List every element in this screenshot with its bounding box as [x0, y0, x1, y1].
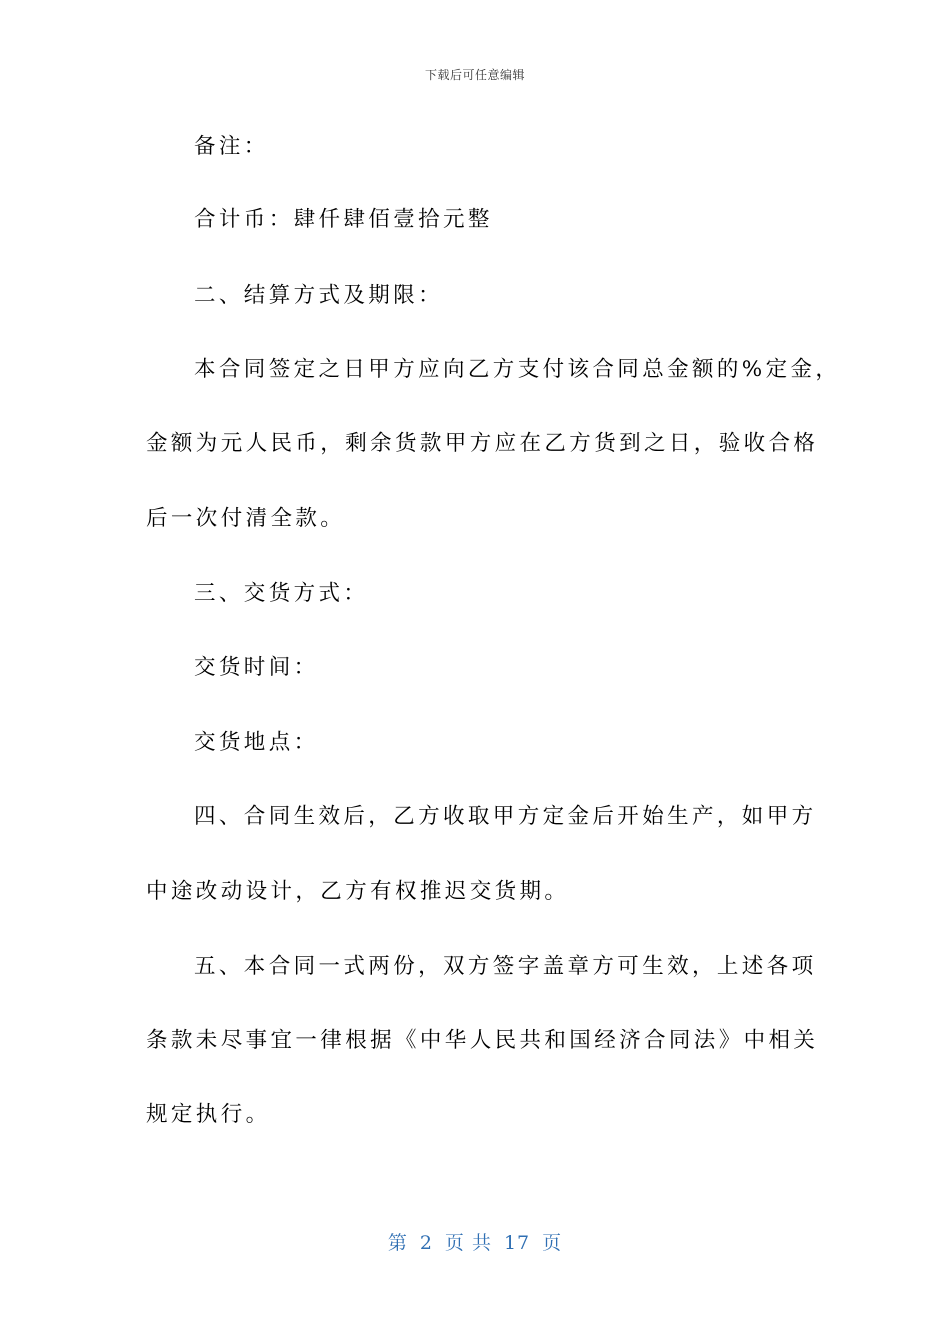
text-line: 条款未尽事宜一律根据《中华人民共和国经济合同法》中相关: [146, 1028, 819, 1053]
footer-total-pages: 17: [503, 1232, 531, 1254]
footer-middle: 页 共: [444, 1232, 492, 1254]
text-line: 规定执行。: [146, 1102, 271, 1127]
section-heading-settlement: 二、结算方式及期限：: [194, 283, 444, 308]
text-line: 中途改动设计，乙方有权推迟交货期。: [146, 879, 570, 904]
text-line: 后一次付清全款。: [146, 506, 346, 531]
header-note: 下载后可任意编辑: [424, 68, 525, 82]
page-footer: [0, 1228, 950, 1255]
text-line-total-amount: 合计币：肆仟肆佰壹拾元整: [194, 207, 493, 232]
text-line: 五、本合同一式两份，双方签字盖章方可生效，上述各项: [194, 954, 817, 979]
section-heading-delivery: 三、交货方式：: [194, 581, 369, 606]
footer-prefix: 第: [387, 1232, 408, 1254]
text-line: 金额为元人民币，剩余货款甲方应在乙方货到之日，验收合格: [146, 431, 819, 456]
footer-suffix: 页: [542, 1232, 563, 1254]
text-line: 四、合同生效后，乙方收取甲方定金后开始生产，如甲方: [194, 804, 817, 829]
text-line-remarks: 备注：: [194, 134, 269, 159]
text-line-delivery-place: 交货地点：: [194, 730, 319, 755]
text-line: 本合同签定之日甲方应向乙方支付该合同总金额的%定金，: [194, 357, 841, 382]
footer-page-number: 2: [419, 1232, 433, 1254]
text-line-delivery-time: 交货时间：: [194, 655, 319, 680]
